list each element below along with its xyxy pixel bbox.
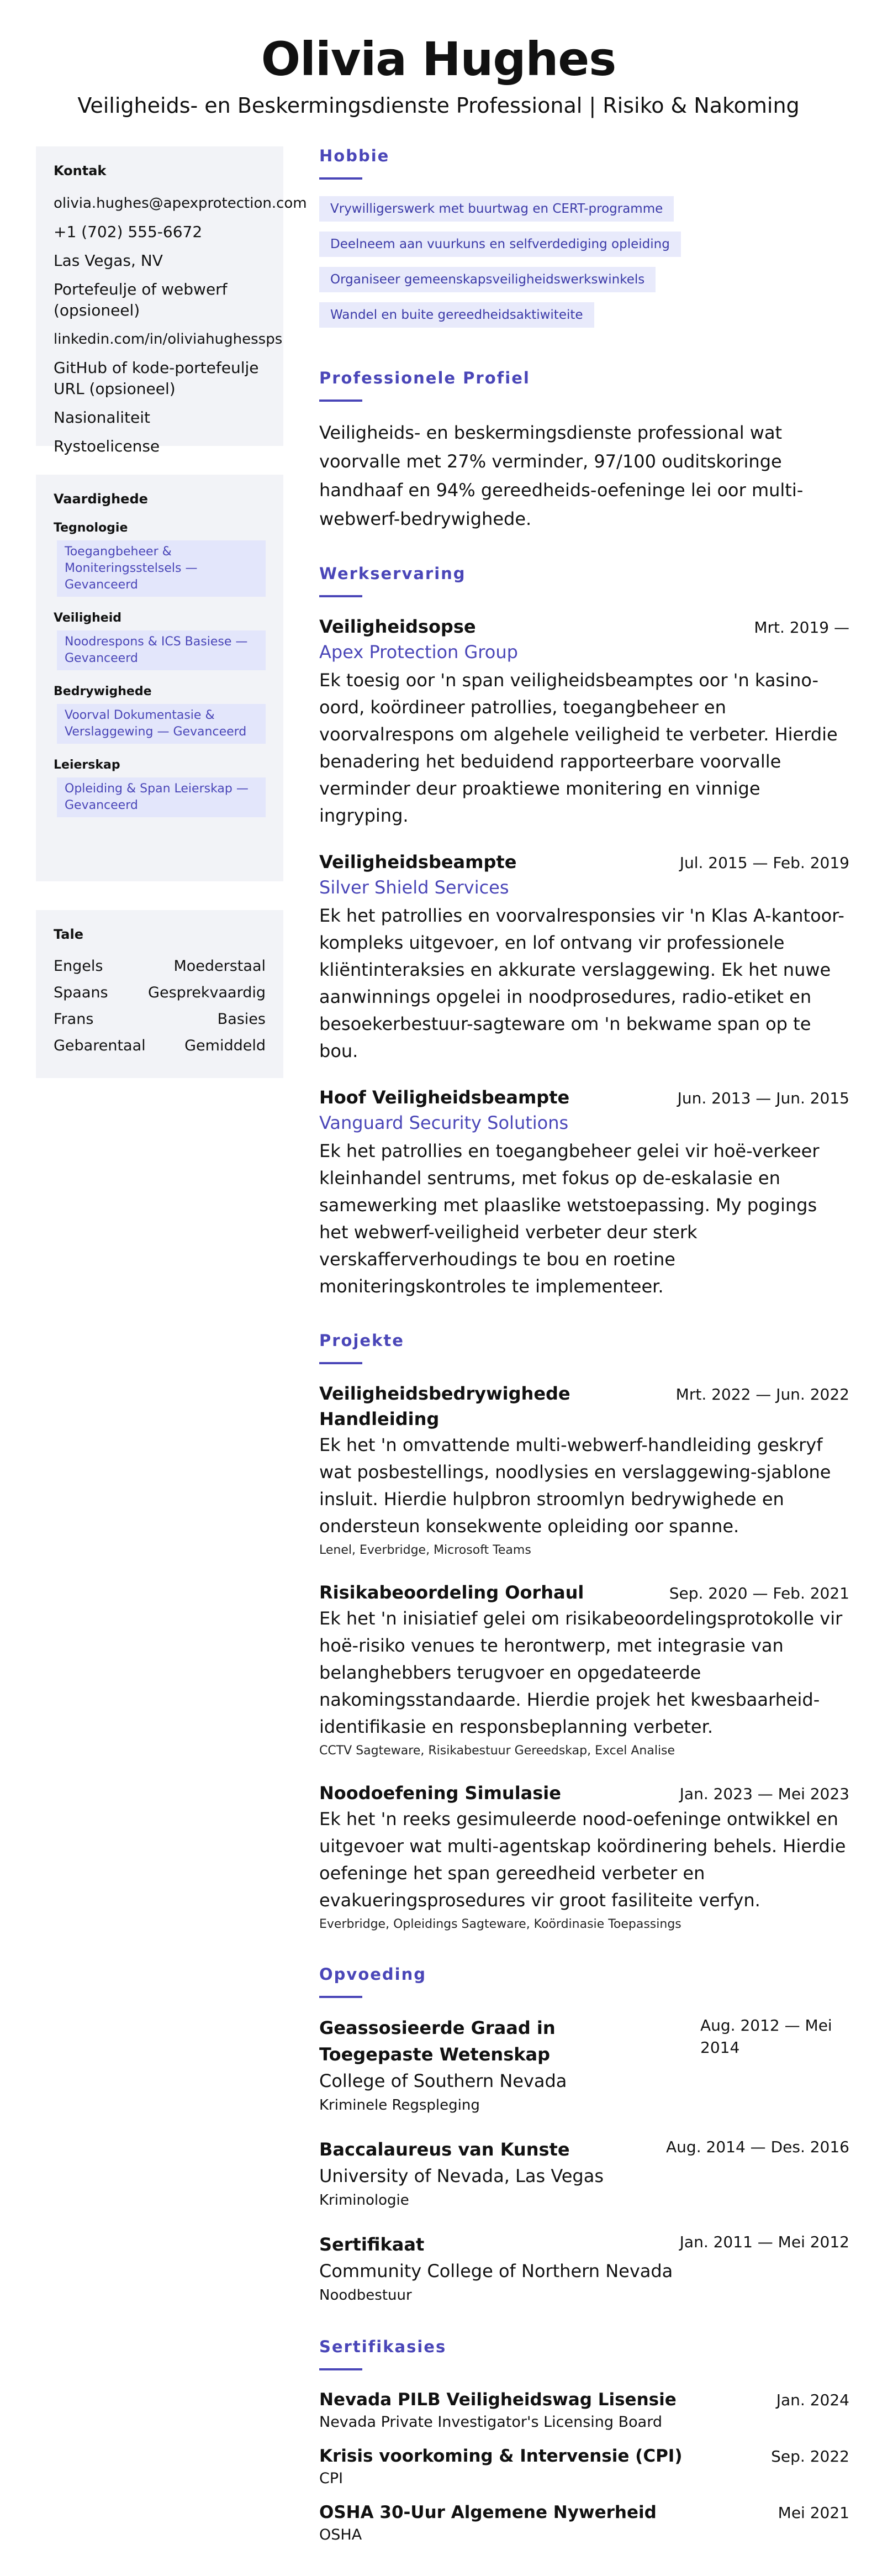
skill-group-operations xyxy=(54,685,266,744)
education-entry xyxy=(319,2231,849,2306)
projects-section xyxy=(319,1331,849,1934)
skill-tag: Noodrespons & ICS Basiese — Gevanceerd xyxy=(57,630,266,670)
section-rule xyxy=(319,1996,362,1998)
job-title: Veiligheidsopse xyxy=(319,616,476,637)
project-date: Jan. 2023 — Mei 2023 xyxy=(679,1785,849,1803)
certification-name: Nevada PILB Veiligheidswag Lisensie xyxy=(319,2390,677,2410)
contact-license: Rystoelicense xyxy=(54,437,160,455)
language-level: Gesprekvaardig xyxy=(148,984,266,1001)
skill-group-leadership xyxy=(54,758,266,817)
skill-group-safety xyxy=(54,611,266,670)
degree-title: Baccalaureus van Kunste xyxy=(319,2139,570,2160)
entry-header xyxy=(319,1580,849,1605)
job-date: Jul. 2015 — Feb. 2019 xyxy=(679,854,849,872)
school-name: Community College of Northern Nevada xyxy=(319,2260,673,2281)
education-date: Aug. 2012 — Mei 2014 xyxy=(700,2016,832,2057)
section-rule xyxy=(319,399,362,402)
project-entry xyxy=(319,1780,849,1934)
education-entry xyxy=(319,2015,849,2116)
hobbies-heading: Hobbie xyxy=(319,146,390,165)
profile-heading: Professionele Profiel xyxy=(319,369,530,387)
hobbies-section xyxy=(319,146,849,338)
language-row xyxy=(54,983,266,1003)
projects-heading: Projekte xyxy=(319,1331,404,1350)
job-date: Jun. 2013 — Jun. 2015 xyxy=(677,1089,849,1107)
certification-name: Krisis voorkoming & Intervensie (CPI) xyxy=(319,2446,683,2466)
contact-linkedin[interactable]: linkedin.com/in/oliviahughessps xyxy=(54,331,283,348)
school-name: University of Nevada, Las Vegas xyxy=(319,2165,604,2186)
entry-header xyxy=(319,1780,849,1806)
project-description: Ek het 'n inisiatief gelei om risikabeoordelingsprotokolle vir hoë-risiko venues te herontwerp, met integrasie van belanghebbers terugvoer en opgedateerde nakomingsstandaarde. Hierdie projek het kwesbaarheid-identifikasie en responsbeplanning verbeter. xyxy=(319,1608,843,1737)
job-title: Veiligheidsbeampte xyxy=(319,851,517,872)
education-date: Jan. 2011 — Mei 2012 xyxy=(679,2233,849,2251)
project-entry xyxy=(319,1580,849,1760)
project-description: Ek het 'n omvattende multi-webwerf-handleiding geskryf wat posbestellings, noodlysies en verslaggewing-sjablone insluit. Hierdie hulpbron stroomlyn bedrywighede en ondersteun konsekwente opleiding oor spanne. xyxy=(319,1434,831,1537)
language-level: Gemiddeld xyxy=(184,1037,266,1054)
skill-group-technology xyxy=(54,521,266,597)
hobby-tag: Organiseer gemeenskapsveiligheidswerkswinkels xyxy=(319,267,656,292)
skill-category: Veiligheid xyxy=(54,611,121,625)
right-column xyxy=(319,146,849,2576)
entry-header xyxy=(319,2136,849,2163)
degree-title: Sertifikaat xyxy=(319,2234,425,2255)
language-row xyxy=(54,956,266,976)
education-section xyxy=(319,1965,849,2306)
language-level: Basies xyxy=(217,1011,266,1028)
section-rule xyxy=(319,595,362,597)
job-title: Hoof Veiligheidsbeampte xyxy=(319,1087,570,1108)
language-name: Frans xyxy=(54,1011,94,1028)
experience-entry xyxy=(319,849,849,1065)
languages-title: Tale xyxy=(54,927,83,942)
certifications-heading: Sertifikasies xyxy=(319,2337,447,2356)
certification-date: Sep. 2022 xyxy=(771,2447,849,2465)
employer-name: Vanguard Security Solutions xyxy=(319,1112,569,1133)
contact-location: Las Vegas, NV xyxy=(54,251,163,270)
section-rule xyxy=(319,1362,362,1364)
project-tools: CCTV Sagteware, Risikabestuur Gereedskap, Excel Analise xyxy=(319,1744,675,1758)
person-name: Olivia Hughes xyxy=(261,32,616,86)
skill-category: Leierskap xyxy=(54,758,120,772)
employer-name: Silver Shield Services xyxy=(319,877,509,898)
profile-section xyxy=(319,369,849,533)
contact-box xyxy=(36,146,307,455)
project-tools: Everbridge, Opleidings Sagteware, Koördinasie Toepassings xyxy=(319,1917,681,1931)
contact-github[interactable]: GitHub of kode-portefeulje URL (opsioneel) xyxy=(54,359,259,398)
entry-header xyxy=(319,1085,849,1110)
section-rule xyxy=(319,2368,362,2370)
degree-title: Geassosieerde Graad in Toegepaste Wetenskap xyxy=(319,2017,556,2065)
experience-entry xyxy=(319,614,849,829)
experience-section xyxy=(319,564,849,1300)
hobby-tag: Vrywilligerswerk met buurtwag en CERT-programme xyxy=(319,196,674,222)
language-row xyxy=(54,1036,266,1056)
study-field: Kriminele Regspleging xyxy=(319,2097,480,2114)
skills-box xyxy=(36,475,283,881)
skill-tag: Toegangbeheer & Moniteringsstelsels — Gevanceerd xyxy=(57,540,266,597)
certification-date: Jan. 2024 xyxy=(776,2391,849,2409)
job-description: Ek het patrollies en toegangbeheer gelei vir hoë-verkeer kleinhandel sentrums, met fokus op de-eskalasie en samewerking met plaaslike wetstoepassing. My pogings het webwerf-veiligheid verbeter deur sterk verskafferverhoudings te bou en roetine moniteringskontroles te implementeer. xyxy=(319,1140,820,1297)
left-column xyxy=(36,146,307,1107)
project-date: Sep. 2020 — Feb. 2021 xyxy=(669,1584,849,1602)
language-row xyxy=(54,1010,266,1029)
skills-title: Vaardighede xyxy=(54,491,148,507)
entry-header xyxy=(319,2231,849,2258)
entry-header xyxy=(319,2500,849,2525)
project-description: Ek het 'n reeks gesimuleerde nood-oefeninge ontwikkel en uitgevoer wat multi-agentskap koördinering behels. Hierdie oefeninge het span gereedheid verbeter en evakueringsprosedures vir groot fasiliteite verfyn. xyxy=(319,1809,846,1911)
certification-issuer: CPI xyxy=(319,2470,344,2487)
entry-header xyxy=(319,2443,849,2469)
hobby-tag: Wandel en buite gereedheidsaktiwiteite xyxy=(319,302,594,328)
certification-date: Mei 2021 xyxy=(778,2504,849,2522)
entry-header xyxy=(319,2387,849,2412)
education-entry xyxy=(319,2136,849,2211)
skill-category: Bedrywighede xyxy=(54,685,152,698)
certifications-section xyxy=(319,2337,849,2545)
project-title: Veiligheidsbedrywighede Handleiding xyxy=(319,1383,570,1429)
language-name: Spaans xyxy=(54,984,108,1001)
project-title: Risikabeoordeling Oorhaul xyxy=(319,1582,584,1603)
project-date: Mrt. 2022 — Jun. 2022 xyxy=(675,1385,849,1403)
project-title: Noodoefening Simulasie xyxy=(319,1783,561,1804)
hobbies-list xyxy=(319,196,849,338)
skill-tag: Opleiding & Span Leierskap — Gevanceerd xyxy=(57,777,266,817)
contact-phone[interactable]: +1 (702) 555-6672 xyxy=(54,223,203,241)
contact-email[interactable]: olivia.hughes@apexprotection.com xyxy=(54,195,307,212)
contact-nationality: Nasionaliteit xyxy=(54,408,151,427)
skill-tag: Voorval Dokumentasie & Verslaggewing — Gevanceerd xyxy=(57,704,266,744)
school-name: College of Southern Nevada xyxy=(319,2070,567,2091)
project-entry xyxy=(319,1381,849,1560)
hobby-tag: Deelneem aan vuurkuns en selfverdediging opleiding xyxy=(319,232,681,257)
profile-text: Veiligheids- en beskermingsdienste professional wat voorvalle met 27% verminder, 97/100 ouditskoringe handhaaf en 94% gereedheids-oefeninge lei oor multi-webwerf-bedrywighede. xyxy=(319,422,804,529)
experience-heading: Werkservaring xyxy=(319,564,466,583)
contact-title: Kontak xyxy=(54,163,107,178)
job-date: Mrt. 2019 — xyxy=(754,618,849,637)
education-date: Aug. 2014 — Des. 2016 xyxy=(666,2138,849,2156)
study-field: Noodbestuur xyxy=(319,2287,412,2304)
employer-name: Apex Protection Group xyxy=(319,642,518,663)
language-level: Moederstaal xyxy=(173,958,266,975)
certification-name: OSHA 30-Uur Algemene Nywerheid xyxy=(319,2503,657,2522)
job-description: Ek toesig oor 'n span veiligheidsbeamptes oor 'n kasino-oord, koördineer patrollies, toegangbeheer en voorvalrespons om algehele veiligheid te verbeter. Hierdie benadering het beduidend rapporteerbare voorvalle verminder deur proaktiewe monitering en vinnige ingryping. xyxy=(319,670,838,826)
language-name: Engels xyxy=(54,958,103,975)
education-heading: Opvoeding xyxy=(319,1965,427,1984)
certification-entry xyxy=(319,2500,849,2545)
job-description: Ek het patrollies en voorvalresponsies vir 'n Klas A-kantoor-kompleks uitgevoer, en lof ontvang vir professionele kliëntinteraksies en akkurate verslaggewing. Ek het nuwe aanwinnings opgelei in noodprosedures, radio-etiket en besoekerbestuur-sagteware om 'n bekwame span op te bou. xyxy=(319,905,844,1061)
certification-issuer: Nevada Private Investigator's Licensing Board xyxy=(319,2414,662,2431)
certification-entry xyxy=(319,2387,849,2432)
study-field: Kriminologie xyxy=(319,2192,409,2209)
languages-box xyxy=(36,910,283,1078)
contact-portfolio[interactable]: Portefeulje of webwerf (opsioneel) xyxy=(54,280,228,319)
language-name: Gebarentaal xyxy=(54,1037,146,1054)
experience-entry xyxy=(319,1085,849,1300)
certification-issuer: OSHA xyxy=(319,2526,362,2543)
entry-header xyxy=(319,849,849,875)
entry-header xyxy=(319,2015,849,2068)
entry-header xyxy=(319,1381,849,1432)
project-tools: Lenel, Everbridge, Microsoft Teams xyxy=(319,1543,531,1557)
certification-entry xyxy=(319,2443,849,2489)
entry-header xyxy=(319,614,849,639)
person-subtitle: Veiligheids- en Beskermingsdienste Professional | Risiko & Nakoming xyxy=(77,93,800,118)
skill-category: Tegnologie xyxy=(54,521,128,535)
section-rule xyxy=(319,177,362,180)
resume-header xyxy=(0,0,877,119)
